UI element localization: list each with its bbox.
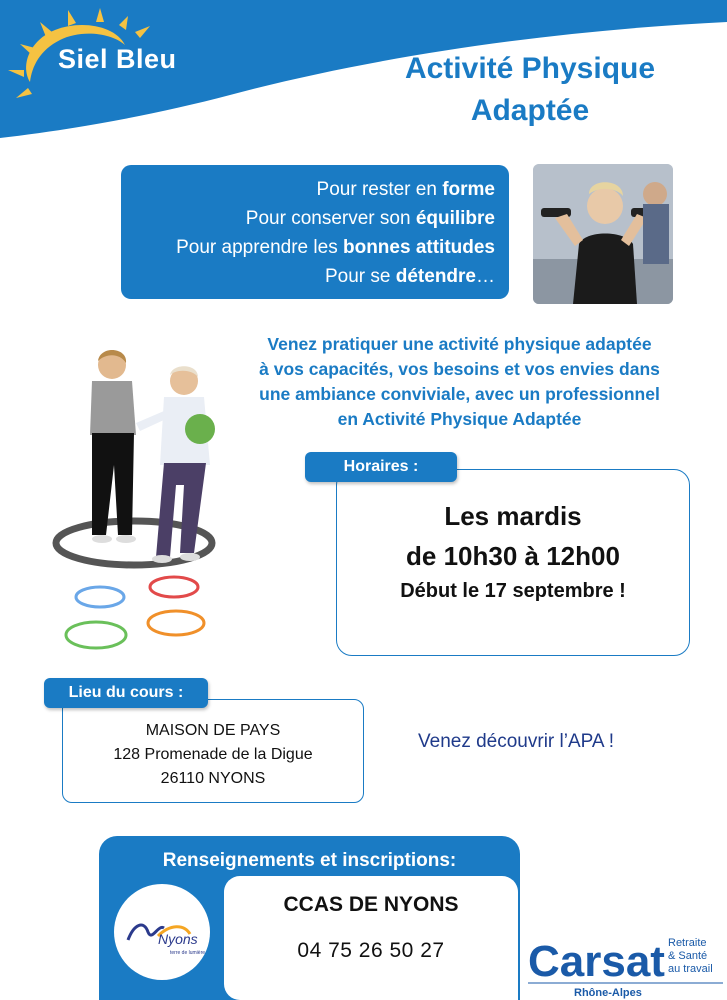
page-title [340, 48, 720, 132]
benefit-item: Pour apprendre les bonnes attitudes [176, 237, 495, 258]
carsat-logo-text: Carsat [528, 937, 665, 986]
contact-org: CCAS DE NYONS [283, 893, 459, 916]
carsat-side-line1: Retraite [668, 937, 707, 949]
carsat-side-line2: & Santé [668, 950, 708, 962]
coach-senior-illustration [52, 345, 230, 655]
intro-text: Venez pratiquer une activité physique adaptée à vos capacités, vos besoins et vos envies dans une ambiance conviviale, avec un professionnel en Activité Physique Adaptée [259, 334, 660, 429]
carsat-logo [528, 930, 725, 1000]
title-line-1: Activité Physique [404, 52, 656, 85]
nyons-logo-text: Nyons [158, 931, 198, 947]
location-label: Lieu du cours : [44, 678, 208, 708]
contact-title: Renseignements et inscriptions: [162, 850, 457, 871]
benefit-item: Pour rester en forme [316, 179, 495, 200]
brand-name: Siel Bleu [58, 44, 177, 74]
tagline: Venez découvrir l’APA ! [418, 731, 615, 752]
contact-phone: 04 75 26 50 27 [297, 939, 445, 962]
schedule-start: Début le 17 septembre ! [400, 580, 626, 602]
schedule-time: de 10h30 à 12h00 [406, 541, 620, 571]
title-line-2: Adaptée [470, 94, 590, 127]
carsat-region: Rhône-Alpes [574, 987, 642, 999]
benefit-item: Pour se détendre… [324, 266, 495, 287]
exercise-photo [533, 164, 673, 304]
schedule-box [336, 469, 690, 656]
schedule-label: Horaires : [305, 452, 457, 482]
contact-card [224, 876, 518, 1000]
carsat-side-line3: au travail [668, 963, 713, 975]
nyons-logo-subtext: terre de lumière [170, 950, 206, 956]
schedule-day: Les mardis [444, 501, 582, 531]
benefit-item: Pour conserver son équilibre [245, 208, 495, 229]
location-box: MAISON DE PAYS 128 Promenade de la Digue 26110 NYONS [62, 699, 364, 803]
nyons-logo [114, 884, 210, 980]
benefits-box [121, 165, 509, 299]
